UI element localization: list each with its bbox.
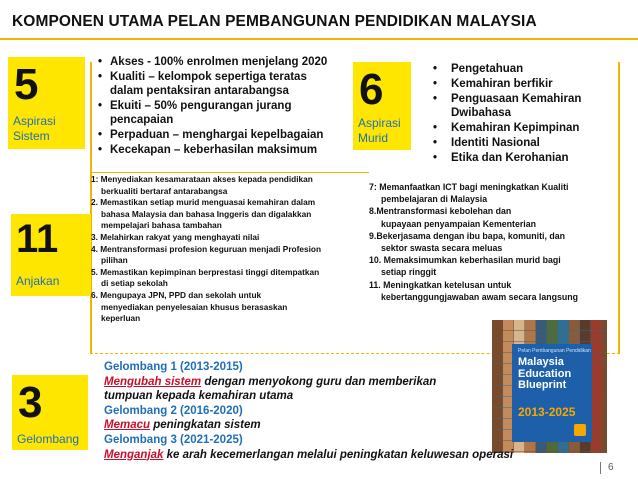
cover-pretitle: Pelan Pembangunan Pendidikan [518, 348, 591, 354]
gelombang-number: 3 [18, 378, 43, 427]
list-item: • Kemahiran Kepimpinan [425, 121, 625, 135]
list-item: 4. Mentransformasi profesion keguruan menjadi Profesion pilihan [91, 243, 322, 266]
gelombang-2-heading: Gelombang 2 (2016-2020) [104, 404, 243, 417]
gelombang-1-text-cont: tumpuan kepada kemahiran utama [104, 390, 294, 403]
label-line: Aspirasi [13, 114, 56, 128]
gelombang-2-text: Memacu peningkatan sistem [104, 419, 261, 432]
mosaic-tile [602, 331, 607, 342]
list-item: • Kecekapan – keberhasilan maksimum [96, 143, 358, 157]
anjakan-list-left [91, 172, 369, 325]
mosaic-tile [580, 320, 591, 331]
mosaic-tile [536, 320, 547, 331]
page-title: KOMPONEN UTAMA PELAN PEMBANGUNAN PENDIDIKAN MALAYSIA [12, 13, 537, 30]
mosaic-tile [525, 331, 536, 342]
list-item: 5. Memastikan kepimpinan berprestasi tinggi ditempatkan di setiap sekolah [91, 266, 320, 289]
cover-title: Malaysia Education Blueprint [518, 356, 572, 391]
label-line: Sistem [13, 129, 50, 143]
mosaic-tile [569, 320, 580, 331]
label-line: Murid [358, 131, 389, 145]
anjakan-number: 11 [16, 217, 59, 261]
list-item: • Etika dan Kerohanian [425, 151, 625, 165]
mosaic-tile [503, 320, 514, 331]
mosaic-tile [602, 342, 607, 353]
mosaic-tile [525, 320, 536, 331]
mosaic-tile [492, 342, 503, 353]
gelombang-3-heading: Gelombang 3 (2021-2025) [104, 433, 243, 446]
list-item: • Pengetahuan [425, 62, 625, 76]
title-divider [0, 38, 638, 40]
cover-years: 2013-2025 [518, 405, 576, 419]
mosaic-tile [503, 331, 514, 342]
list-item: 7: Memanfaatkan ICT bagi meningkatkan Kualiti pembelajaran di Malaysia [369, 182, 569, 205]
list-item: 11. Meningkatkan ketelusan untuk kebertanggungjawaban awam secara langsung [369, 279, 579, 302]
mosaic-tile [536, 331, 547, 342]
list-item: • Penguasaan Kemahiran Dwibahasa [425, 92, 625, 120]
label-line: Aspirasi [358, 116, 401, 130]
mosaic-tile [591, 320, 602, 331]
anjakan-list-right [369, 181, 619, 303]
aspirasi-sistem-box [8, 57, 85, 149]
list-item: 1: Menyediakan kesamarataan akses kepada pendidikan berkualiti bertaraf antarabangsa [91, 174, 313, 196]
aspirasi-murid-box [353, 62, 411, 150]
aspirasi-murid-number: 6 [359, 65, 384, 114]
list-item: • Kualiti – kelompok sepertiga teratas dalam pentaksiran antarabangsa [96, 70, 358, 98]
list-item: • Perpaduan – menghargai kepelbagaian [96, 128, 358, 142]
list-item: 3. Melahirkan rakyat yang menghayati nilai [91, 231, 260, 242]
list-item: 6. Mengupaya JPN, PPD dan sekolah untuk menyediakan penyelesaian khusus berasaskan keperluan [91, 289, 288, 324]
page-number: 6 [608, 462, 614, 473]
mosaic-tile [492, 331, 503, 342]
mosaic-tile [580, 331, 591, 342]
gelombang-box [12, 375, 88, 450]
list-item: • Identiti Nasional [425, 136, 625, 150]
mosaic-tile [547, 320, 558, 331]
gelombang-1-heading: Gelombang 1 (2013-2015) [104, 361, 243, 373]
gelombang-list [104, 360, 624, 462]
mosaic-tile [514, 320, 525, 331]
aspirasi-sistem-label [13, 114, 56, 144]
mosaic-tile [558, 331, 569, 342]
mosaic-tile [569, 331, 580, 342]
mosaic-tile [547, 331, 558, 342]
list-item: 8.Mentransformasi kebolehan dan kupayaan penyampaian Kementerian [369, 206, 536, 229]
gelombang-label: Gelombang [17, 432, 80, 446]
mosaic-tile [591, 342, 602, 353]
list-item: 9.Bekerjasama dengan ibu bapa, komuniti, dan sektor swasta secara meluas [369, 230, 566, 254]
mosaic-tile [602, 320, 607, 331]
mosaic-tile [591, 331, 602, 342]
list-item: • Akses - 100% enrolmen menjelang 2020 [96, 55, 358, 69]
aspirasi-murid-label [358, 116, 401, 146]
mosaic-tile [514, 331, 525, 342]
list-item: • Kemahiran berfikir [425, 77, 625, 91]
aspirasi-murid-list [425, 62, 625, 166]
aspirasi-sistem-list [96, 55, 358, 158]
list-item: 2. Memastikan setiap murid menguasai kemahiran dalam bahasa Malaysia dan bahasa Inggeris dan digalakkan mempelajari bahasa tambahan [91, 197, 316, 231]
anjakan-box [11, 214, 91, 296]
aspirasi-sistem-number: 5 [14, 60, 39, 109]
list-item: 10. Memaksimumkan keberhasilan murid bagi setiap ringgit [369, 255, 561, 278]
anjakan-label: Anjakan [16, 274, 60, 288]
mosaic-tile [558, 320, 569, 331]
gelombang-3-text: Menganjak ke arah kecemerlangan melalui peningkatan keluwesan operasi [104, 448, 514, 461]
gelombang-1-text: Mengubah sistem dengan menyokong guru dan memberikan [104, 375, 437, 388]
mosaic-tile [492, 320, 503, 331]
list-item: • Ekuiti – 50% pengurangan jurang pencapaian [96, 99, 358, 127]
page-number-divider [600, 462, 601, 474]
